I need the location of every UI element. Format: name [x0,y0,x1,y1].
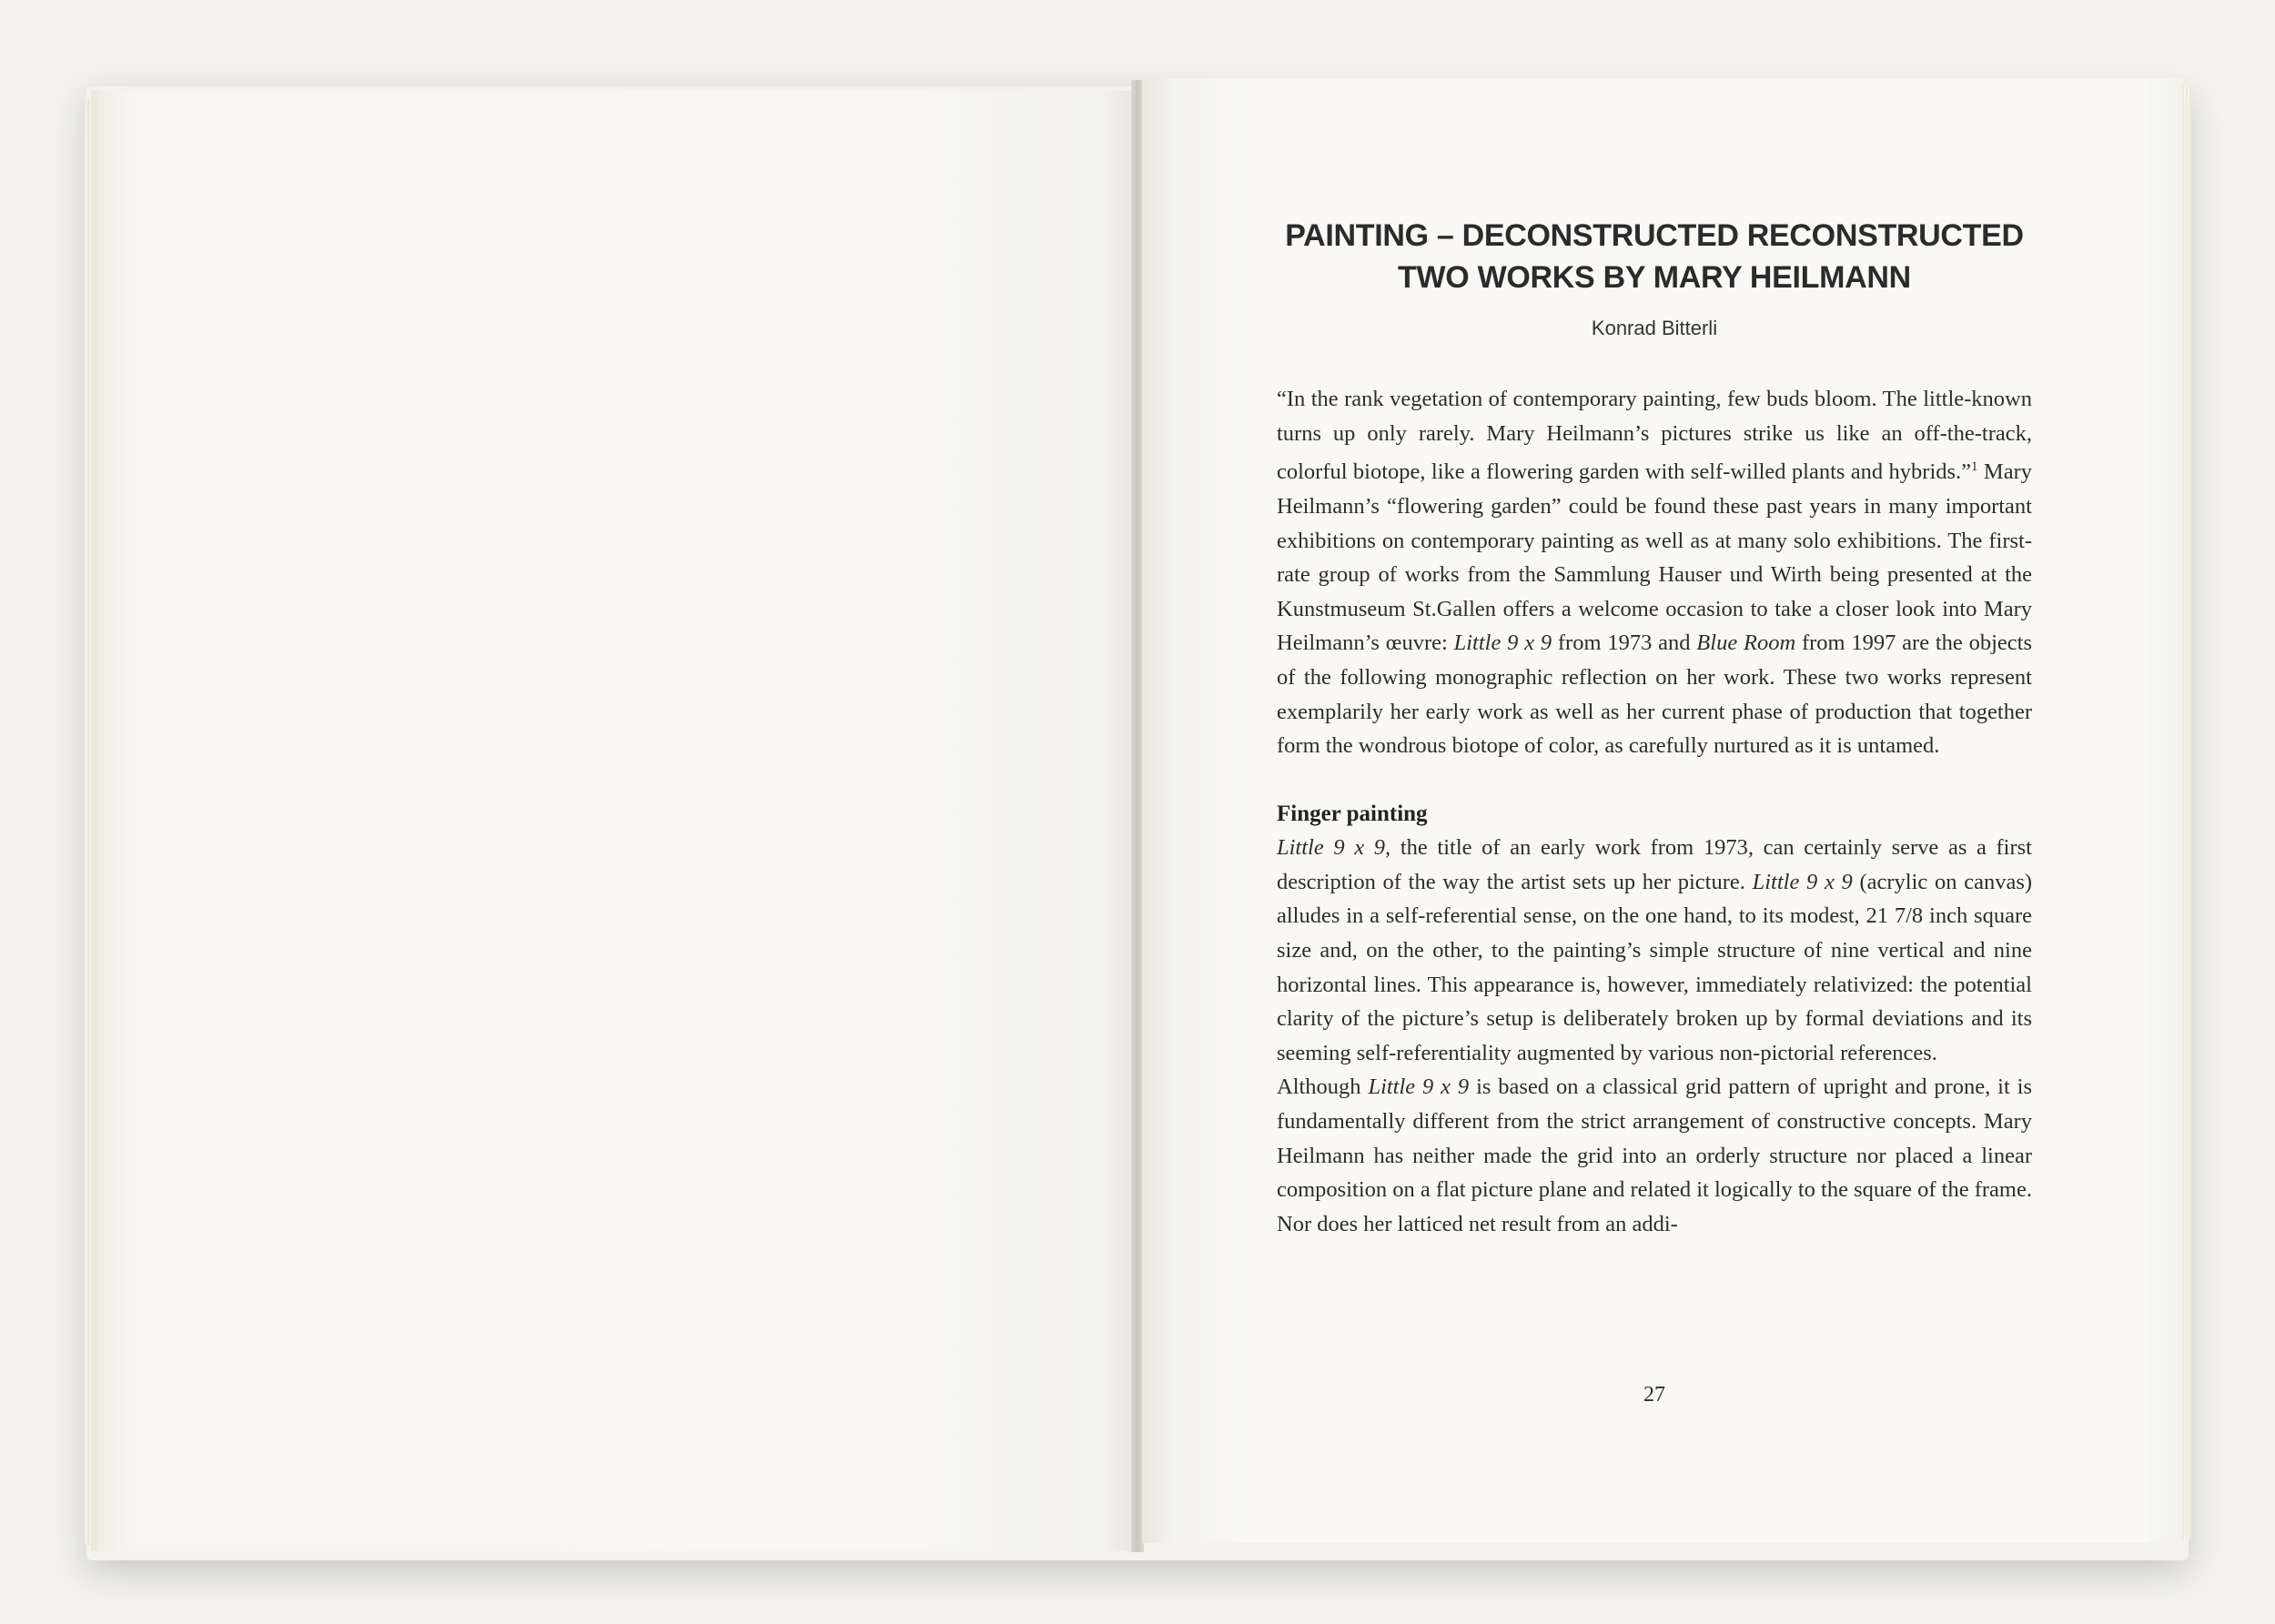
article-title [1277,215,2032,298]
article-title-line-2: TWO WORKS BY MARY HEILMANN [1398,260,1911,295]
italic-title: Little 9 x 9 [1277,835,1386,861]
italic-title: Little 9 x 9 [1368,1074,1470,1100]
left-page-blank [91,91,1138,1551]
text-run: , the title of an early work from 1973, can certainly serve as a first description of the way the artist sets up her picture. [1277,835,2032,894]
article-title-line-1: PAINTING – DECONSTRUCTED RECONSTRUCTED [1285,218,2024,253]
text-run: Although [1277,1074,1369,1100]
text-run: (acrylic on canvas) alludes in a self-referential sense, on the one hand, to its modest, 21 7/8 inch square size and, on the other, to the painting’s simple structure of nine vertical and nine horizontal lines. This appearance is, however, immediately relativized: the potential clarity of the picture’s setup is deliberately broken up by formal deviations and its seeming self-referentiality augmented by various non-pictorial references. [1277,869,2033,1065]
footnote-marker: 1 [1971,459,1978,475]
section-paragraph-2 [1277,1070,2032,1241]
italic-title: Blue Room [1696,630,1796,656]
right-page-edges [2182,86,2191,1539]
article [1277,215,2032,1241]
intro-paragraph [1277,382,2032,763]
text-run: from 1997 are the objects of the following monographic reflection on her work. These two works represent exemplarily her early work as well as her current phase of production that together form the wondrous biotope of color, as carefully nurtured as it is untamed. [1277,630,2033,759]
italic-title: Little 9 x 9 [1453,630,1552,656]
text-run: from 1973 and [1552,630,1697,656]
page-number: 27 [1643,1383,1665,1407]
section-heading: Finger painting [1277,801,1428,826]
text-run: is based on a classical grid pattern of upright and prone, it is fundamentally different from the strict arrangement of constructive concepts. Mary Heilmann has neither made the grid into an orderly structure nor placed a linear composition on a flat picture plane and related it logically to the square of the frame. Nor does her latticed net result from an addi- [1277,1074,2033,1236]
text-run: “In the rank vegetation of contemporary painting, few buds bloom. The little-known turns up only rarely. Mary Heilmann’s pictures strike us like an off-the-track, colorful biotope, like a flowering garden with self-willed plants and hybrids.” [1277,387,2032,485]
article-author: Konrad Bitterli [1591,317,1718,339]
article-body [1277,382,2032,1241]
section-paragraph-1 [1277,831,2032,1070]
italic-title: Little 9 x 9 [1752,869,1853,894]
text-run: Mary Heilmann’s “flowering garden” could be found these past years in many important exhibitions on contemporary painting as well as at many solo exhibitions. The first-rate group of works from the Sammlung Hauser und Wirth being presented at the Kunstmuseum St.Gallen offers a welcome occasion to take a closer look into Mary Heilmann’s œuvre: [1277,459,2032,656]
